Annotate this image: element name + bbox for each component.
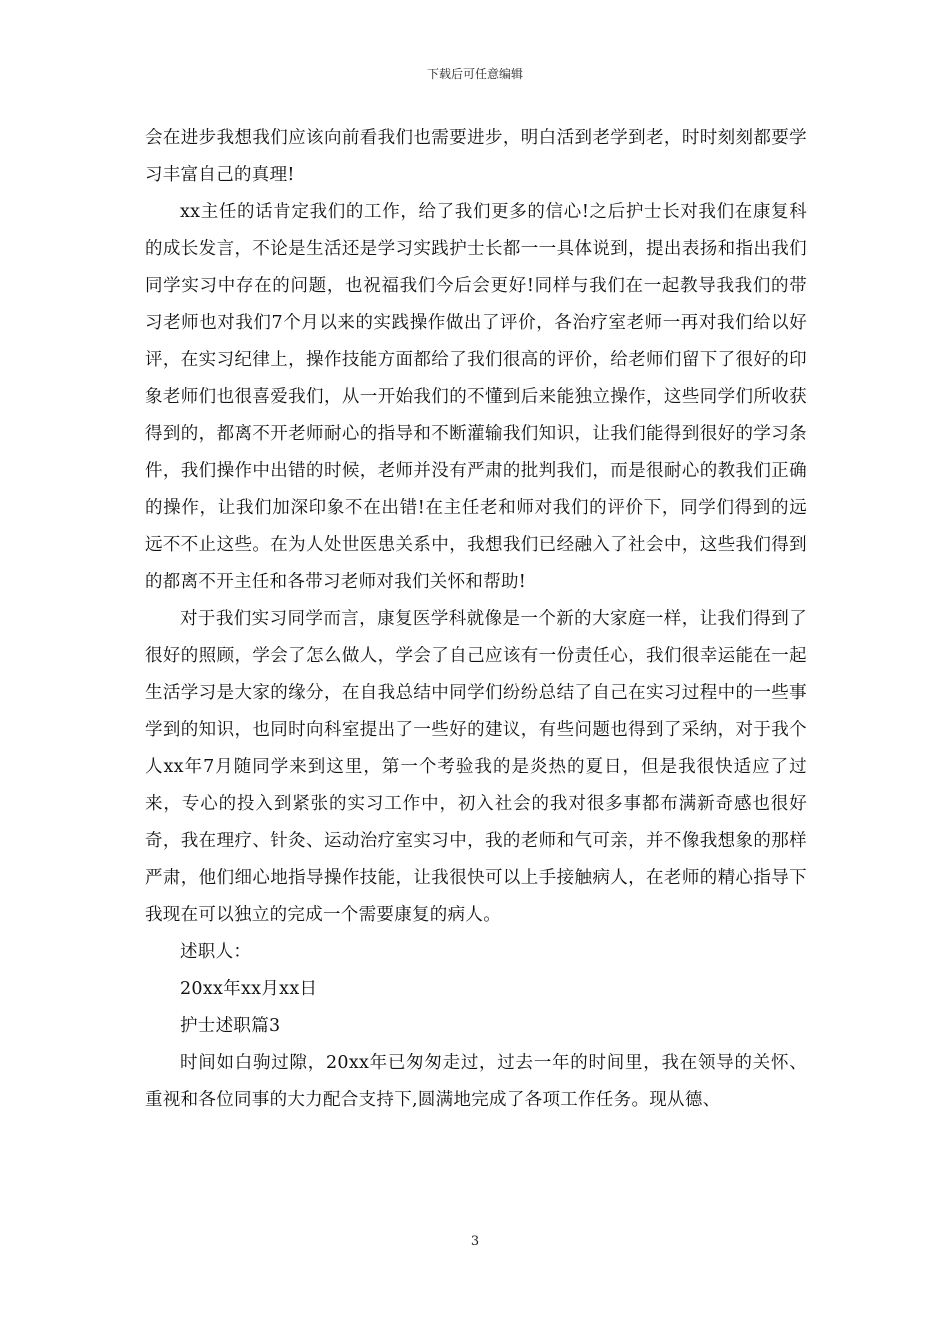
page-number: 3 <box>470 1234 480 1249</box>
signature-date: 20xx年xx月xx日 <box>180 979 318 999</box>
paragraph-director-remarks: xx主任的话肯定我们的工作，给了我们更多的信心!之后护士长对我们在康复科的成长发言，不论是生活还是学习实践护士长都一一具体说到，提出表扬和指出我们同学实习中存在的问题，也祝福我们今后会更好!同样与我们在一起教导我我们的带习老师也对我们7个月以来的实践操作做出了评价，各治疗室老师一再对我们给以好评，在实习纪律上，操作技能方面都给了我们很高的评价，给老师们留下了很好的印象老师们也很喜爱我们，从一开始我们的不懂到后来能独立操作，这些同学们所收获得到的，都离不开老师耐心的指导和不断灌输我们知识，让我们能得到很好的学习条件，我们操作中出错的时候，老师并没有严肃的批判我们，而是很耐心的教我们正确的操作，让我们加深印象不在出错!在主任老和师对我们的评价下，同学们得到的远远不不止这些。在为人处世医患关系中，我想我们已经融入了社会中，这些我们得到的都离不开主任和各带习老师对我们关怀和帮助! <box>145 202 807 592</box>
paragraph-internship-experience: 对于我们实习同学而言，康复医学科就像是一个新的大家庭一样，让我们得到了很好的照顾，学会了怎么做人，学会了自己应该有一份责任心，我们很幸运能在一起生活学习是大家的缘分，在自我总结中同学们纷纷总结了自己在实习过程中的一些事学到的知识，也同时向科室提出了一些好的建议，有些问题也得到了采纳，对于我个人xx年7月随同学来到这里，第一个考验我的是炎热的夏日，但是我很快适应了过来，专心的投入到紧张的实习工作中，初入社会的我对很多事都布满新奇感也很好奇，我在理疗、针灸、运动治疗室实习中，我的老师和气可亲，并不像我想象的那样严肃，他们细心地指导操作技能，让我很快可以上手接触病人，在老师的精心指导下我现在可以独立的完成一个需要康复的病人。 <box>145 609 807 925</box>
header-note: 下载后可任意编辑 <box>426 67 523 81</box>
section-title: 护士述职篇3 <box>180 1016 281 1036</box>
paragraph-section-intro: 时间如白驹过隙，20xx年已匆匆走过，过去一年的时间里，我在领导的关怀、重视和各位同事的大力配合支持下,圆满地完成了各项工作任务。现从德、 <box>145 1053 807 1110</box>
paragraph-continuation: 会在进步我想我们应该向前看我们也需要进步，明白活到老学到老，时时刻刻都要学习丰富自己的真理! <box>145 128 807 185</box>
document-body <box>145 120 807 1119</box>
signature-label: 述职人： <box>180 942 252 962</box>
